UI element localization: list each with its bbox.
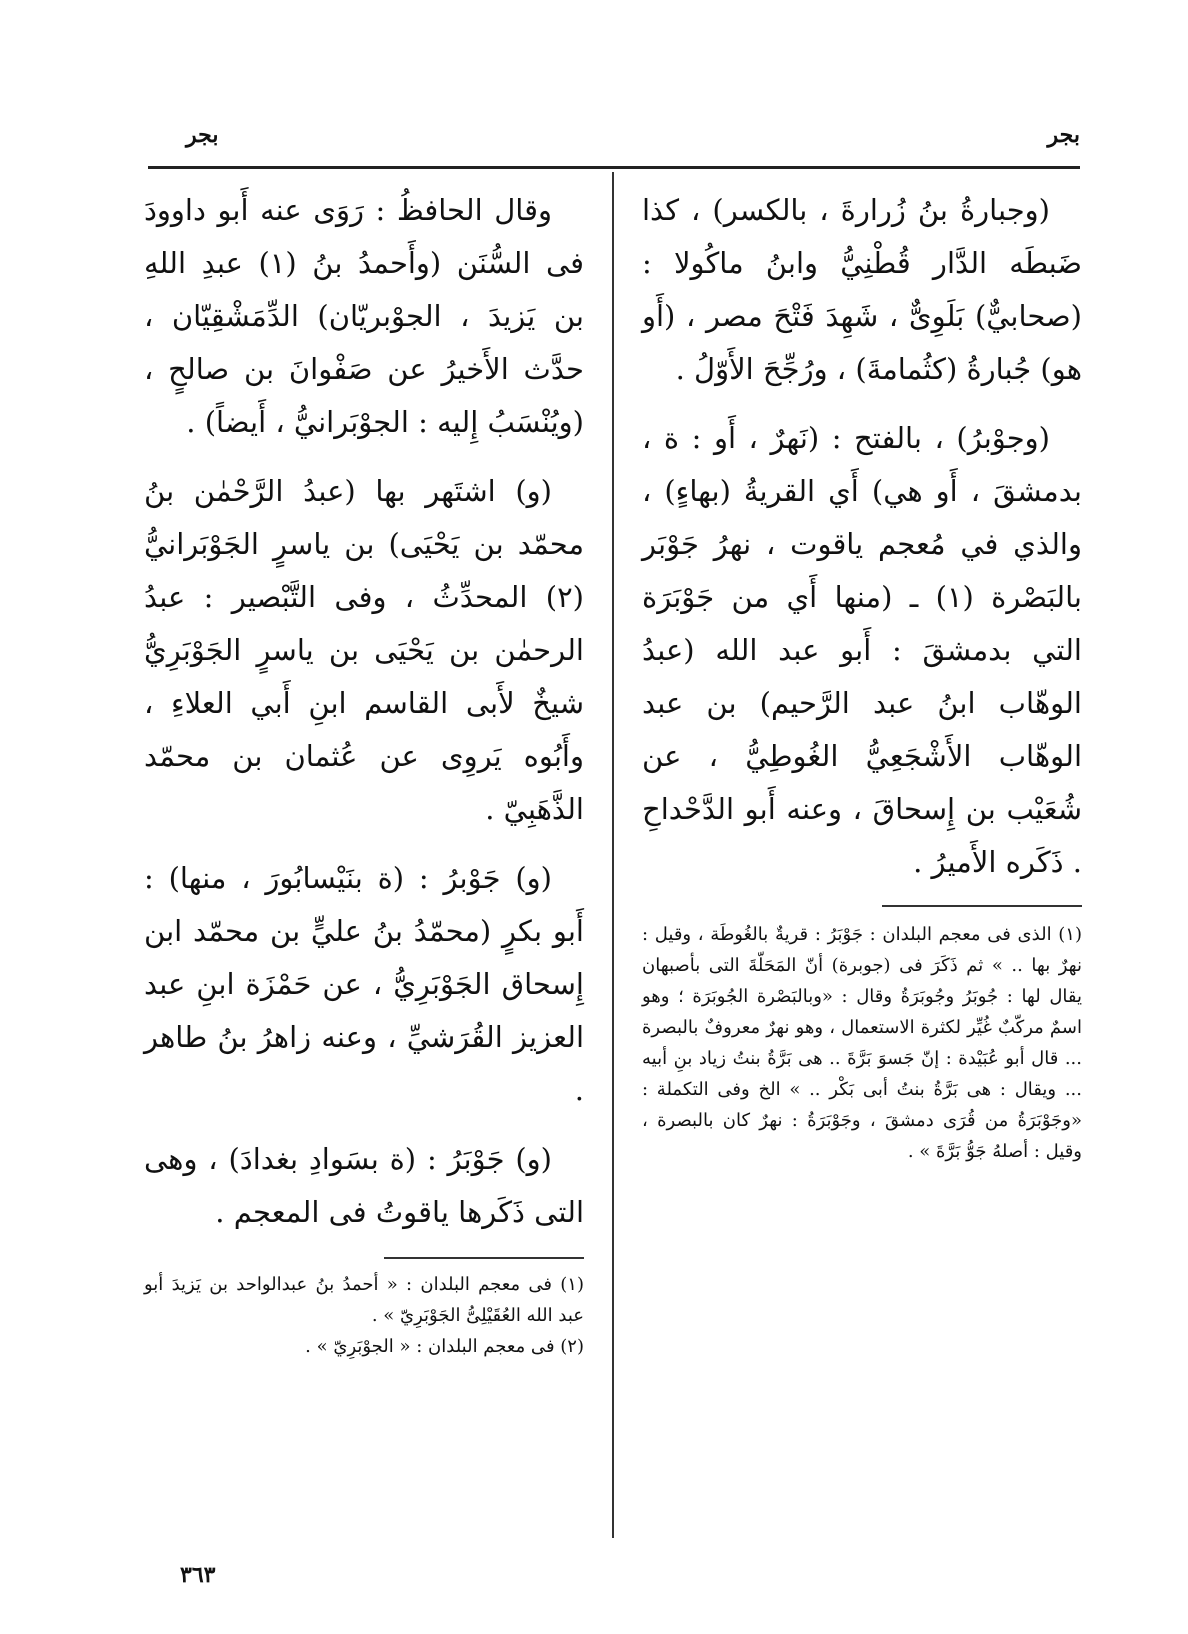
header-rule [148, 166, 1080, 169]
page-number: ٣٦٣ [180, 1562, 216, 1588]
entry-paragraph: (و) جَوْبرُ : (ة بنَيْسابُورَ ، منها) : أَبو بكرٍ (محمّدُ بنُ عليٍّ بن محمّد ابن إِسحاق الجَوْبَرِيُّ ، عن حَمْزَة ابنِ عبد العزيز القُرَشيِّ ، وعنه زاهرُ بنُ طاهر . [144, 861, 584, 1107]
footnote: (١) فى معجم البلدان : « أحمدُ بنُ عبدالواحد بن يَزيدَ أبو عبد الله العُقَيْلِىُّ الجَوْبَرِيّ » . [144, 1274, 584, 1326]
entry-paragraph: (و) جَوْبَرُ : (ة بسَوادِ بغدادَ) ، وهى التى ذَكَرها ياقوتُ فى المعجم . [144, 1142, 584, 1229]
entry-paragraph: (وجبارةُ بنُ زُرارةَ ، بالكسر) ، كذا ضَبطَه الدَّار قُطْنِيُّ وابنُ ماكُولا : (صحابيٌّ) بَلَوِىٌّ ، شَهِدَ فَتْحَ مصر ، (أَو هو) جُبارةُ (كثُمامةَ) ، ورُجِّحَ الأَوّلُ . [642, 193, 1082, 386]
column-divider [612, 172, 614, 1538]
footnote-rule [384, 1257, 584, 1259]
running-head-right: بجر [1047, 122, 1080, 148]
running-head-left: بجر [186, 122, 219, 148]
footnote: (١) الذى فى معجم البلدان : جَوْبَرُ : قريةٌ بالغُوطَة ، وقيل : نهرٌ بها .. » ثم ذَكَرَ فى (جوبرة) أنّ المَحَلّةَ التى بأصبهان يقال لها : جُوبَرُ وجُوبَرَةُ وقال : «وبالبَصْرة الجُوبَرَة ؛ وهو اسمٌ مركّبٌ غُيِّر لكثرة الاستعمال ، وهو نهرٌ معروفٌ بالبصرة ... قال أبو عُبَيْدة : إنّ جَسوَ بَرَّةَ .. هى بَرَّةُ بنتُ زياد بنِ أبيه ... ويقال : هى بَرَّةُ بنتُ أبى بَكْر .. » الخ وفى التكملة : «وجَوْبَرَةُ من قُرَى دمشقَ ، وجَوْبَرَةُ : نهرٌ كان بالبصرة ، وقيل : أصلهُ جَوُّ بَرَّةَ » . [642, 924, 1082, 1162]
right-column [642, 184, 1082, 1167]
entry-paragraph: (و) اشتَهر بها (عبدُ الرَّحْمٰن بنُ محمّد بن يَحْيَى) بن ياسرٍ الجَوْبَرانيُّ (٢) المحدِّثُ ، وفى التَّبْصير : عبدُ الرحمٰن بن يَحْيَى بن ياسرٍ الجَوْبَرِيُّ شيخٌ لأَبى القاسم ابنِ أَبي العلاءِ ، وأَبُوه يَروِى عن عُثمان بن محمّد الذَّهَبِيّ . [144, 474, 584, 826]
footnote-rule [882, 905, 1082, 907]
entry-paragraph: وقال الحافظُ : رَوَى عنه أَبو داوودَ فى السُّنَن (وأَحمدُ بنُ (١) عبدِ اللهِ بن يَزيدَ ، الجوْبريّان) الدِّمَشْقِيّان ، حدَّث الأَخيرُ عن صَفْوانَ بن صالحٍ ، (ويُنْسَبُ إِليه : الجوْبَرانيُّ ، أَيضاً) . [144, 193, 585, 439]
footnote: (٢) فى معجم البلدان : « الجوْبَرِيّ » . [305, 1336, 584, 1357]
left-column [144, 184, 584, 1362]
entry-paragraph: (وجوْبرُ) ، بالفتح : (نَهرٌ ، أَو : ة ، بدمشقَ ، أَو هي) أَي القريةُ (بهاءٍ) ، والذي في مُعجم ياقوت ، نهرُ جَوْبَر بالبَصْرة (١) ـ (منها أَي من جَوْبَرَة التي بدمشقَ : أَبو عبد الله (عبدُ الوهّاب ابنُ عبد الرَّحيم) بن عبد الوهّاب الأَشْجَعِيُّ الغُوطِيُّ ، عن شُعَيْب بن إِسحاقَ ، وعنه أَبو الدَّحْداحِ . ذَكَره الأَميرُ . [642, 421, 1083, 879]
